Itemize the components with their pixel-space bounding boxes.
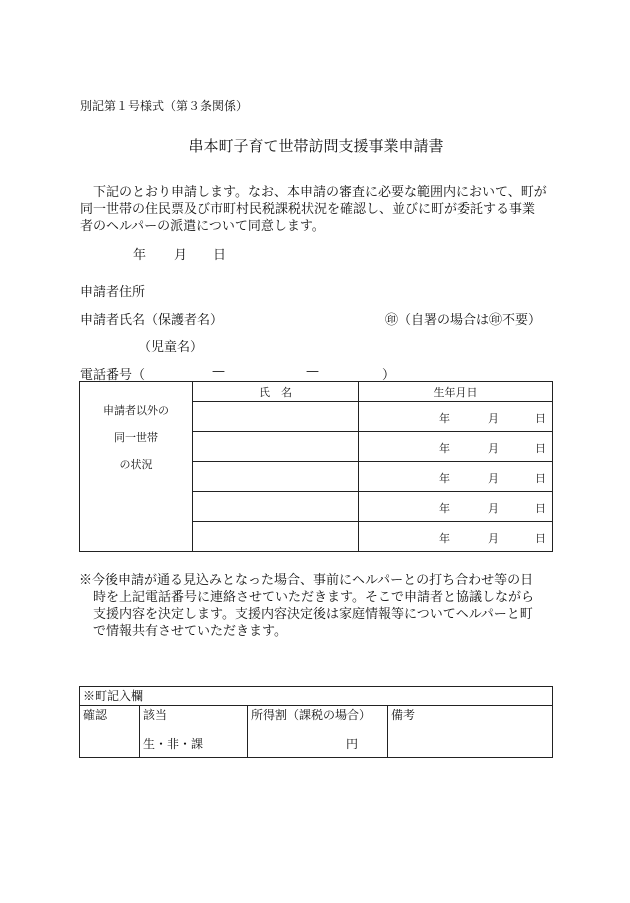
side-label-line: の状況 <box>119 458 153 471</box>
household-table <box>79 381 553 552</box>
birth-year-label: 年 <box>439 472 450 485</box>
note-line: で情報共有させていただきます。 <box>93 624 287 639</box>
household-side-label <box>80 382 193 552</box>
note-line: ※今後申請が通る見込みとなった場合、事前にヘルパーとの打ち合わせ等の日 <box>79 573 534 588</box>
note-paragraph <box>79 572 559 640</box>
column-header-birthdate: 生年月日 <box>359 382 553 402</box>
member-birthdate-cell[interactable] <box>359 492 553 522</box>
birth-year-label: 年 <box>439 412 450 425</box>
page-title: 串本町子育て世帯訪問支援事業申請書 <box>188 137 444 155</box>
birth-year-label: 年 <box>439 532 450 545</box>
town-box-body-row <box>80 706 553 758</box>
birth-month-label: 月 <box>488 442 499 455</box>
member-birthdate-cell[interactable] <box>359 402 553 432</box>
remarks-cell[interactable] <box>388 706 553 758</box>
member-name-cell[interactable] <box>193 492 359 522</box>
member-name-cell[interactable] <box>193 462 359 492</box>
remarks-label: 備考 <box>391 708 416 722</box>
member-name-cell[interactable] <box>193 402 359 432</box>
birth-month-label: 月 <box>488 532 499 545</box>
town-box-header-row <box>80 687 553 706</box>
phone-dash: — <box>212 364 225 379</box>
birth-day-label: 日 <box>535 502 546 515</box>
date-month-label: 月 <box>174 248 188 263</box>
intro-line: 同一世帯の住民票及び市町村民税課税状況を確認し、並びに町が委託する事業 <box>80 202 536 217</box>
applicant-name-label: 申請者氏名（保護者名） <box>80 313 224 328</box>
member-name-cell[interactable] <box>193 522 359 552</box>
intro-line: 者のヘルパーの派遣について同意します。 <box>80 219 325 234</box>
child-name-label: （児童名） <box>138 340 204 355</box>
birth-year-label: 年 <box>439 442 450 455</box>
birth-day-label: 日 <box>535 472 546 485</box>
applicant-address-label: 申請者住所 <box>80 285 146 300</box>
member-birthdate-cell[interactable] <box>359 432 553 462</box>
birth-day-label: 日 <box>535 412 546 425</box>
member-name-cell[interactable] <box>193 432 359 462</box>
birth-year-label: 年 <box>439 502 450 515</box>
birth-day-label: 日 <box>535 532 546 545</box>
phone-close: ） <box>382 368 396 383</box>
member-birthdate-cell[interactable] <box>359 462 553 492</box>
birth-day-label: 日 <box>535 442 546 455</box>
side-label-line: 申請者以外の <box>103 404 169 417</box>
phone-label: 電話番号（ <box>80 368 146 383</box>
intro-line: 下記のとおり申請します。なお、本申請の審査に必要な範囲内において、町が <box>80 185 547 200</box>
note-line: 時を上記電話番号に連絡させていただきます。そこで申請者と協議しながら <box>93 590 534 605</box>
note-line: 支援内容を決定します。支援内容決定後は家庭情報等についてヘルパーと町 <box>93 607 533 622</box>
date-year-label: 年 <box>133 248 147 263</box>
applicable-cell[interactable] <box>140 706 248 758</box>
seal-note: ㊞（自署の場合は㊞不要） <box>385 313 542 328</box>
income-cell[interactable] <box>248 706 388 758</box>
member-birthdate-cell[interactable] <box>359 522 553 552</box>
birth-month-label: 月 <box>488 412 499 425</box>
applicable-label: 該当 <box>143 708 168 722</box>
column-header-name: 氏 名 <box>193 382 359 402</box>
phone-dash: — <box>306 364 319 379</box>
form-number: 別記第１号様式（第３条関係） <box>80 99 249 113</box>
side-label-line: 同一世帯 <box>114 431 158 444</box>
income-label: 所得割（課税の場合） <box>251 708 372 722</box>
town-use-box <box>79 686 553 758</box>
applicable-options: 生・非・課 <box>143 737 204 751</box>
intro-paragraph <box>80 184 558 235</box>
yen-label: 円 <box>345 737 358 751</box>
table-header-row <box>80 382 553 402</box>
date-day-label: 日 <box>213 248 227 263</box>
town-box-header: ※町記入欄 <box>80 687 553 706</box>
birth-month-label: 月 <box>488 502 499 515</box>
birth-month-label: 月 <box>488 472 499 485</box>
confirm-label: 確認 <box>80 706 140 758</box>
